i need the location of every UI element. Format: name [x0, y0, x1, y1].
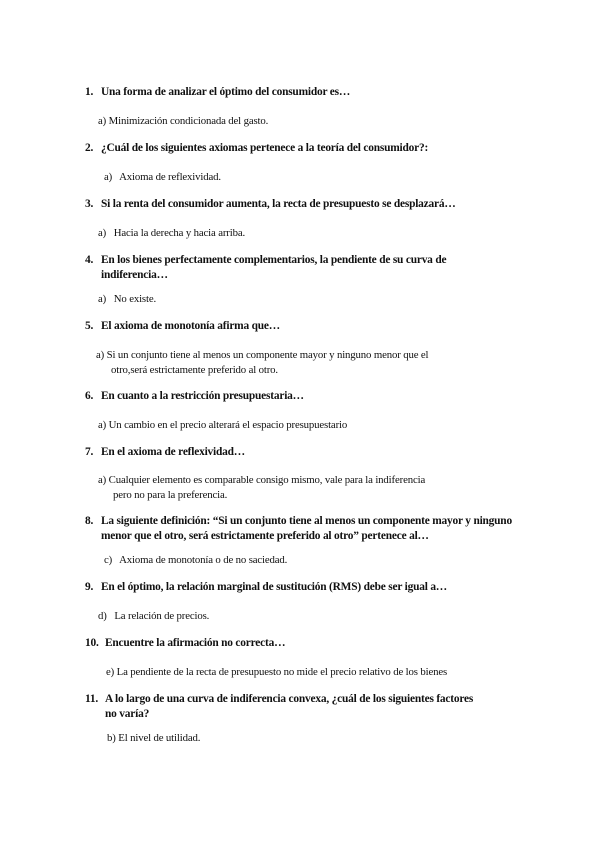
question-10 — [85, 636, 515, 651]
answer-text: La relación de precios. — [114, 610, 210, 622]
answer-10 — [106, 665, 526, 680]
question-11 — [85, 692, 485, 722]
answer-letter: d) — [98, 610, 107, 622]
answer-text-continued: otro,será estrictamente preferido al otro. — [111, 363, 278, 376]
answer-8 — [104, 553, 524, 568]
answer-1 — [98, 114, 518, 129]
question-text: En el óptimo, la relación marginal de sustitución (RMS) debe ser igual a… — [101, 581, 448, 593]
answer-letter: a) — [98, 293, 107, 305]
answer-letter: a) — [104, 171, 113, 183]
question-text: El axioma de monotonía afirma que… — [101, 320, 280, 332]
answer-letter: e) — [106, 666, 115, 678]
question-6 — [85, 389, 515, 404]
answer-text: La pendiente de la recta de presupuesto no mide el precio relativo de los bienes — [116, 666, 448, 678]
answer-text: Axioma de reflexividad. — [119, 171, 221, 183]
answer-6 — [98, 418, 518, 433]
question-7 — [85, 445, 515, 460]
question-number: 6. — [85, 390, 94, 402]
answer-text: Si un conjunto tiene al menos un componente mayor y ninguno menor que el — [106, 349, 429, 361]
question-text: Si la renta del consumidor aumenta, la recta de presupuesto se desplazará… — [101, 198, 456, 210]
question-number: 10. — [85, 637, 99, 649]
answer-text: Hacia la derecha y hacia arriba. — [113, 227, 246, 239]
question-text: Encuentre la afirmación no correcta… — [105, 637, 286, 649]
answer-11 — [107, 731, 527, 746]
answer-letter: b) — [107, 732, 116, 744]
question-number: 8. — [85, 515, 94, 527]
answer-5 — [96, 348, 516, 377]
question-text: En el axioma de reflexividad… — [101, 446, 245, 458]
question-number: 2. — [85, 142, 94, 154]
question-text: En cuanto a la restricción presupuestaria… — [101, 390, 304, 402]
answer-3 — [98, 226, 518, 241]
question-text: A lo largo de una curva de indiferencia convexa, ¿cuál de los siguientes factores no varía? — [105, 693, 474, 720]
question-text: ¿Cuál de los siguientes axiomas pertenece a la teoría del consumidor?: — [101, 142, 429, 154]
question-5 — [85, 319, 515, 334]
question-9 — [85, 580, 515, 595]
answer-4 — [98, 292, 518, 307]
answer-text: El nivel de utilidad. — [118, 732, 201, 744]
question-text: Una forma de analizar el óptimo del consumidor es… — [101, 86, 351, 98]
answer-letter: a) — [96, 349, 105, 361]
answer-2 — [104, 170, 524, 185]
question-1 — [85, 85, 515, 100]
question-number: 7. — [85, 446, 94, 458]
answer-text: Axioma de monotonía o de no saciedad. — [119, 554, 288, 566]
answer-text: No existe. — [113, 293, 157, 305]
answer-text: Cualquier elemento es comparable consigo mismo, vale para la indiferencia — [108, 474, 426, 486]
question-4 — [85, 253, 515, 283]
question-number: 3. — [85, 198, 94, 210]
answer-7 — [98, 473, 518, 502]
answer-9 — [98, 609, 518, 624]
question-text: En los bienes perfectamente complementarios, la pendiente de su curva de indiferencia… — [101, 254, 447, 281]
question-8 — [85, 514, 517, 544]
answer-text: Minimización condicionada del gasto. — [108, 115, 269, 127]
answer-letter: a) — [98, 115, 107, 127]
answer-text: Un cambio en el precio alterará el espacio presupuestario — [108, 419, 348, 431]
answer-letter: c) — [104, 554, 113, 566]
question-2 — [85, 141, 515, 156]
question-text: La siguiente definición: “Si un conjunto tiene al menos un componente mayor y ninguno menor que el otro, será estrictamente preferido al otro” pertenece al… — [101, 515, 512, 542]
question-3 — [85, 197, 515, 212]
answer-letter: a) — [98, 474, 107, 486]
question-number: 5. — [85, 320, 94, 332]
answer-letter: a) — [98, 227, 107, 239]
question-number: 4. — [85, 254, 94, 266]
question-number: 9. — [85, 581, 94, 593]
question-number: 1. — [85, 86, 94, 98]
answer-text-continued: pero no para la preferencia. — [113, 488, 228, 501]
question-number: 11. — [85, 693, 99, 705]
answer-letter: a) — [98, 419, 107, 431]
